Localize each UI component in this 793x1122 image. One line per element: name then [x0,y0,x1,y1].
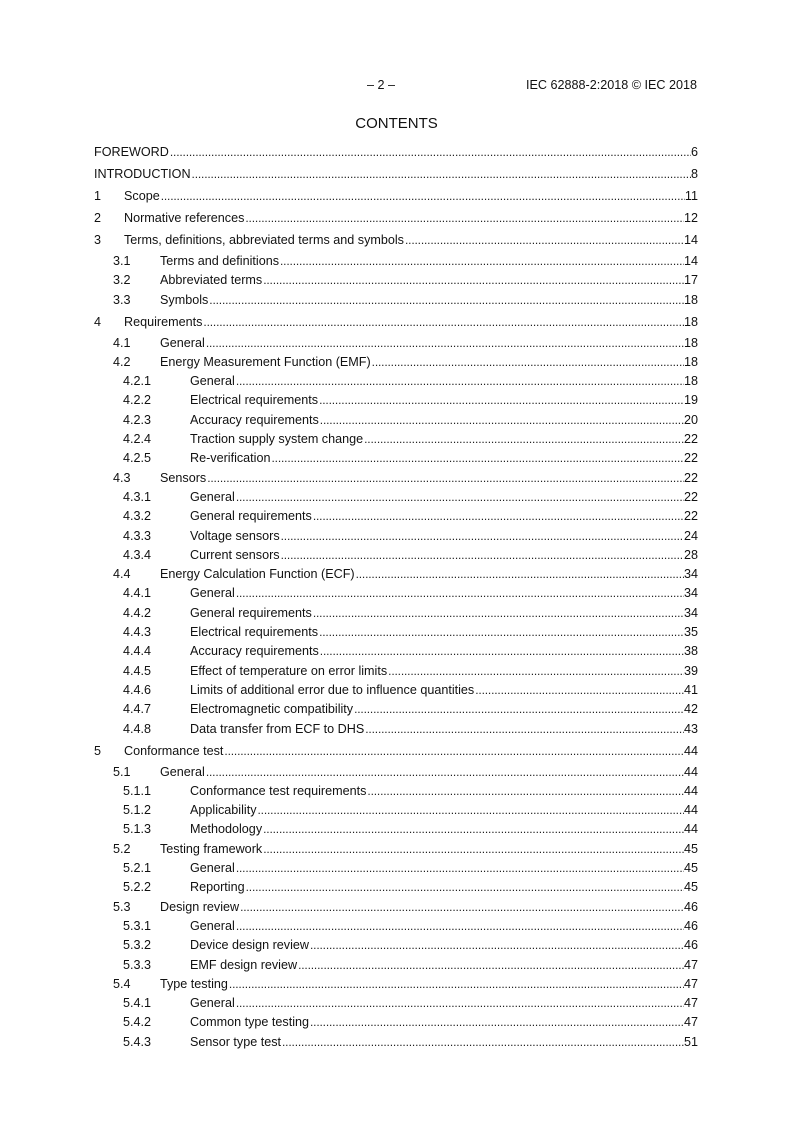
toc-entry-page: 22 [683,509,698,524]
toc-entry[interactable] [94,625,698,640]
toc-entry-number: 5.3.1 [123,918,152,933]
toc-entry-label: Electromagnetic compatibility [190,702,354,717]
toc-entry-body [94,842,698,857]
toc-entry-label: Terms and definitions [160,254,280,268]
toc-entry-number: 5.3.3 [123,957,152,972]
dot-leader [160,189,685,204]
toc-entry-label: General [190,996,235,1011]
dot-leader [257,803,684,818]
toc-entry-body [94,167,698,182]
toc-entry-body [94,548,698,563]
toc-entry-label: General requirements [190,605,312,620]
dot-leader [318,393,684,408]
toc-entry[interactable] [94,432,698,447]
toc-entry-body [94,586,698,601]
toc-entry-page: 41 [683,682,698,697]
toc-entry[interactable] [94,900,698,915]
toc-entry-number: 5.2.1 [123,861,152,876]
toc-entry-page: 45 [683,880,698,895]
dot-leader [169,145,691,160]
toc-entry-label: General requirements [190,509,312,524]
toc-entry[interactable] [94,315,698,330]
dot-leader [318,625,684,640]
toc-entry-page: 6 [690,145,698,159]
toc-entry[interactable] [94,254,698,269]
toc-entry[interactable] [94,842,698,857]
toc-entry-number: 5.3 [113,899,131,914]
toc-entry-page: 19 [683,393,698,408]
dot-leader [206,471,684,486]
toc-entry-body [94,293,698,308]
toc-entry-label: INTRODUCTION [94,167,191,181]
toc-entry-page: 39 [683,663,698,678]
toc-entry-body [94,273,698,288]
toc-entry-page: 43 [683,721,698,736]
toc-entry-label: Accuracy requirements [190,644,319,659]
table-of-contents [94,145,698,1050]
dot-leader [363,432,684,447]
toc-entry-label: General [160,764,205,779]
dot-leader [239,900,684,915]
toc-entry-page: 14 [683,233,698,247]
toc-entry-number: 3.1 [113,254,131,268]
toc-entry-label: Reporting [190,880,245,895]
toc-entry-number: 4.4.8 [123,721,152,736]
toc-entry-number: 5.1.2 [123,803,152,818]
toc-entry-body [94,938,698,953]
document-id: IEC 62888-2:2018 © IEC 2018 [525,78,697,92]
toc-entry-label: Abbreviated terms [160,273,263,288]
toc-entry[interactable] [94,644,698,659]
toc-entry[interactable] [94,996,698,1011]
toc-entry-number: 5.4.2 [123,1015,152,1030]
toc-entry-body [94,211,698,226]
toc-entry-body [94,233,698,248]
dot-leader [309,1015,684,1030]
toc-entry-body [94,393,698,408]
toc-entry[interactable] [94,722,698,737]
dot-leader [280,529,684,544]
toc-entry-label: General [190,489,235,504]
page-title: CONTENTS [355,115,438,132]
toc-entry-page: 14 [683,254,698,268]
toc-entry-number: 3.2 [113,273,131,288]
dot-leader [262,273,684,288]
toc-entry-number: 4.4.5 [123,663,152,678]
toc-entry-body [94,722,698,737]
toc-entry-page: 45 [683,841,698,856]
toc-entry-label: FOREWORD [94,145,169,159]
toc-entry-page: 47 [683,1015,698,1030]
toc-entry-body [94,765,698,780]
toc-entry[interactable] [94,958,698,973]
toc-entry-number: 4.4.1 [123,586,152,601]
dot-leader [262,822,684,837]
toc-entry-page: 22 [683,489,698,504]
toc-entry-number: 4 [94,314,102,329]
toc-entry-number: 3 [94,233,102,247]
toc-entry[interactable] [94,293,698,308]
toc-entry-label: Requirements [124,314,203,329]
toc-entry-page: 44 [683,743,698,758]
toc-entry-page: 46 [683,918,698,933]
dot-leader [364,722,684,737]
dot-leader [309,938,684,953]
toc-entry-number: 5.3.2 [123,938,152,953]
page-number: – 2 – [367,78,396,92]
toc-entry-body [94,315,698,330]
toc-entry-number: 4.3.1 [123,489,152,504]
toc-entry-number: 4.2.3 [123,412,152,427]
toc-entry[interactable] [94,529,698,544]
toc-entry-body [94,355,698,370]
toc-entry[interactable] [94,1035,698,1050]
toc-entry-number: 5.1.1 [123,783,152,798]
toc-entry[interactable] [94,490,698,505]
toc-entry[interactable] [94,683,698,698]
toc-entry[interactable] [94,336,698,351]
dot-leader [205,765,684,780]
toc-entry[interactable] [94,567,698,582]
dot-leader [280,548,684,563]
dot-leader [319,413,684,428]
toc-entry-page: 51 [683,1034,698,1049]
toc-entry[interactable] [94,233,698,248]
toc-entry-label: Re-verification [190,451,271,466]
toc-entry-page: 20 [683,412,698,427]
toc-entry-number: 1 [94,189,102,203]
toc-entry-body [94,958,698,973]
toc-entry-number: 4.3.3 [123,528,152,543]
toc-entry-body [94,432,698,447]
toc-entry-body [94,683,698,698]
toc-entry[interactable] [94,784,698,799]
toc-entry-body [94,644,698,659]
toc-entry-body [94,451,698,466]
toc-entry[interactable] [94,145,698,160]
dot-leader [319,644,684,659]
toc-entry-number: 5.2 [113,841,131,856]
toc-entry-body [94,996,698,1011]
toc-entry[interactable] [94,471,698,486]
dot-leader [191,167,691,182]
toc-entry-page: 34 [683,586,698,601]
toc-entry-body [94,822,698,837]
toc-entry-page: 46 [683,899,698,914]
toc-entry-label: Design review [160,899,240,914]
toc-entry-number: 5.1.3 [123,822,152,837]
toc-entry[interactable] [94,393,698,408]
toc-entry-body [94,880,698,895]
toc-entry[interactable] [94,938,698,953]
toc-entry-label: Conformance test [124,743,224,758]
toc-entry-page: 22 [683,451,698,466]
toc-entry-page: 34 [683,605,698,620]
dot-leader [235,586,684,601]
toc-entry-page: 44 [683,822,698,837]
toc-entry[interactable] [94,606,698,621]
toc-entry-page: 12 [683,211,698,225]
toc-entry-label: Effect of temperature on error limits [190,663,388,678]
toc-entry[interactable] [94,765,698,780]
toc-entry-number: 4.2.5 [123,451,152,466]
dot-leader [404,233,684,248]
toc-entry-body [94,664,698,679]
toc-entry-body [94,977,698,992]
toc-entry-body [94,803,698,818]
toc-entry-number: 5.4.1 [123,996,152,1011]
toc-entry-label: Electrical requirements [190,625,319,640]
toc-entry-body [94,900,698,915]
toc-entry-body [94,374,698,389]
toc-entry-number: 4.3.4 [123,547,152,562]
toc-entry-label: General [190,861,235,876]
dot-leader [245,880,684,895]
toc-entry[interactable] [94,355,698,370]
toc-entry-label: Sensors [160,470,207,485]
dot-leader [228,977,684,992]
dot-leader [205,336,684,351]
toc-entry-page: 47 [683,996,698,1011]
toc-entry-label: General [190,918,235,933]
toc-entry[interactable] [94,861,698,876]
toc-entry-number: 4.1 [113,335,131,350]
toc-entry-page: 45 [683,861,698,876]
toc-entry-number: 3.3 [113,292,131,307]
dot-leader [387,664,684,679]
toc-entry-label: General [190,374,235,389]
toc-entry[interactable] [94,664,698,679]
toc-entry-number: 4.4.2 [123,605,152,620]
toc-entry[interactable] [94,702,698,717]
toc-entry-body [94,919,698,934]
dot-leader [281,1035,684,1050]
toc-entry[interactable] [94,1015,698,1030]
dot-leader [202,315,684,330]
toc-entry[interactable] [94,586,698,601]
toc-entry[interactable] [94,167,698,182]
dot-leader [271,451,684,466]
toc-entry-label: Electrical requirements [190,393,319,408]
toc-entry-label: Energy Calculation Function (ECF) [160,567,355,582]
dot-leader [355,567,684,582]
toc-entry-body [94,567,698,582]
toc-entry-label: Current sensors [190,547,280,562]
toc-entry-page: 18 [683,314,698,329]
toc-entry-page: 47 [683,976,698,991]
toc-entry[interactable] [94,273,698,288]
toc-entry-label: Traction supply system change [190,432,364,447]
toc-entry-page: 34 [683,567,698,582]
toc-entry-label: Terms, definitions, abbreviated terms and symbols [124,233,404,247]
toc-entry[interactable] [94,744,698,759]
toc-entry-page: 42 [683,702,698,717]
toc-entry-number: 4.2.4 [123,432,152,447]
toc-entry-body [94,490,698,505]
dot-leader [235,996,684,1011]
toc-entry-body [94,702,698,717]
dot-leader [244,211,684,226]
dot-leader [297,958,684,973]
toc-entry-label: Limits of additional error due to influence quantities [190,682,475,697]
toc-entry-number: 4.2.2 [123,393,152,408]
toc-entry[interactable] [94,880,698,895]
toc-entry-number: 5.4 [113,976,131,991]
toc-entry-number: 4.4.6 [123,682,152,697]
toc-entry-page: 38 [683,644,698,659]
toc-entry-body [94,529,698,544]
toc-entry-label: Symbols [160,292,209,307]
toc-entry-label: Type testing [160,976,228,991]
dot-leader [474,683,684,698]
toc-entry-number: 4.3.2 [123,509,152,524]
toc-entry-label: Common type testing [190,1015,309,1030]
toc-entry[interactable] [94,509,698,524]
toc-entry-body [94,254,698,269]
toc-entry[interactable] [94,919,698,934]
toc-entry-body [94,189,698,204]
toc-entry-number: 4.2.1 [123,374,152,389]
toc-entry-label: Methodology [190,822,263,837]
toc-entry-label: EMF design review [190,957,298,972]
toc-entry-number: 4.3 [113,470,131,485]
toc-entry-page: 44 [683,764,698,779]
toc-entry-label: Energy Measurement Function (EMF) [160,354,371,369]
toc-entry-page: 17 [683,273,698,288]
dot-leader [262,842,684,857]
toc-entry-page: 8 [690,167,698,181]
toc-entry-label: Accuracy requirements [190,412,319,427]
toc-entry-body [94,1035,698,1050]
toc-entry-body [94,861,698,876]
dot-leader [371,355,684,370]
dot-leader [279,254,684,269]
toc-entry[interactable] [94,413,698,428]
dot-leader [235,490,684,505]
toc-entry-label: Applicability [190,803,257,818]
toc-entry-number: 4.2 [113,354,131,369]
toc-entry-label: General [190,586,235,601]
toc-entry-page: 46 [683,938,698,953]
toc-entry-number: 2 [94,211,102,225]
toc-entry-number: 4.4.4 [123,644,152,659]
toc-entry-label: General [160,335,205,350]
toc-entry-label: Testing framework [160,841,263,856]
toc-entry-page: 44 [683,783,698,798]
toc-entry-page: 22 [683,432,698,447]
dot-leader [235,861,684,876]
toc-entry-body [94,625,698,640]
toc-entry-number: 5.2.2 [123,880,152,895]
toc-entry-number: 5.1 [113,764,131,779]
dot-leader [208,293,684,308]
toc-entry-number: 5 [94,743,102,758]
dot-leader [223,744,684,759]
dot-leader [235,374,684,389]
toc-entry-body [94,784,698,799]
toc-entry-page: 18 [683,292,698,307]
toc-entry-label: Normative references [124,211,245,225]
toc-entry-page: 47 [683,957,698,972]
dot-leader [312,606,684,621]
toc-entry[interactable] [94,803,698,818]
toc-entry-label: Voltage sensors [190,528,280,543]
toc-entry-page: 24 [683,528,698,543]
toc-entry-number: 4.4.7 [123,702,152,717]
toc-entry-number: 4.4.3 [123,625,152,640]
toc-entry-page: 28 [683,547,698,562]
toc-entry-label: Sensor type test [190,1034,282,1049]
toc-entry-body [94,606,698,621]
toc-entry-body [94,145,698,160]
dot-leader [353,702,684,717]
toc-entry[interactable] [94,977,698,992]
toc-entry-page: 22 [683,470,698,485]
toc-entry-body [94,744,698,759]
dot-leader [235,919,684,934]
toc-entry[interactable] [94,211,698,226]
toc-entry[interactable] [94,451,698,466]
toc-entry[interactable] [94,822,698,837]
toc-entry[interactable] [94,189,698,204]
toc-entry-body [94,509,698,524]
toc-entry-page: 35 [683,625,698,640]
toc-entry-page: 18 [683,354,698,369]
dot-leader [312,509,684,524]
toc-entry-label: Scope [124,189,160,203]
toc-entry-page: 11 [684,189,698,203]
toc-entry-page: 18 [683,335,698,350]
toc-entry-number: 4.4 [113,567,131,582]
toc-entry[interactable] [94,374,698,389]
toc-entry-body [94,413,698,428]
toc-entry-label: Conformance test requirements [190,783,367,798]
dot-leader [366,784,684,799]
toc-entry-label: Device design review [190,938,309,953]
toc-entry-number: 5.4.3 [123,1034,152,1049]
toc-entry-body [94,471,698,486]
page-header [0,78,793,94]
toc-entry-page: 18 [683,374,698,389]
toc-entry[interactable] [94,548,698,563]
toc-entry-body [94,1015,698,1030]
toc-entry-body [94,336,698,351]
toc-entry-page: 44 [683,803,698,818]
toc-entry-label: Data transfer from ECF to DHS [190,721,365,736]
